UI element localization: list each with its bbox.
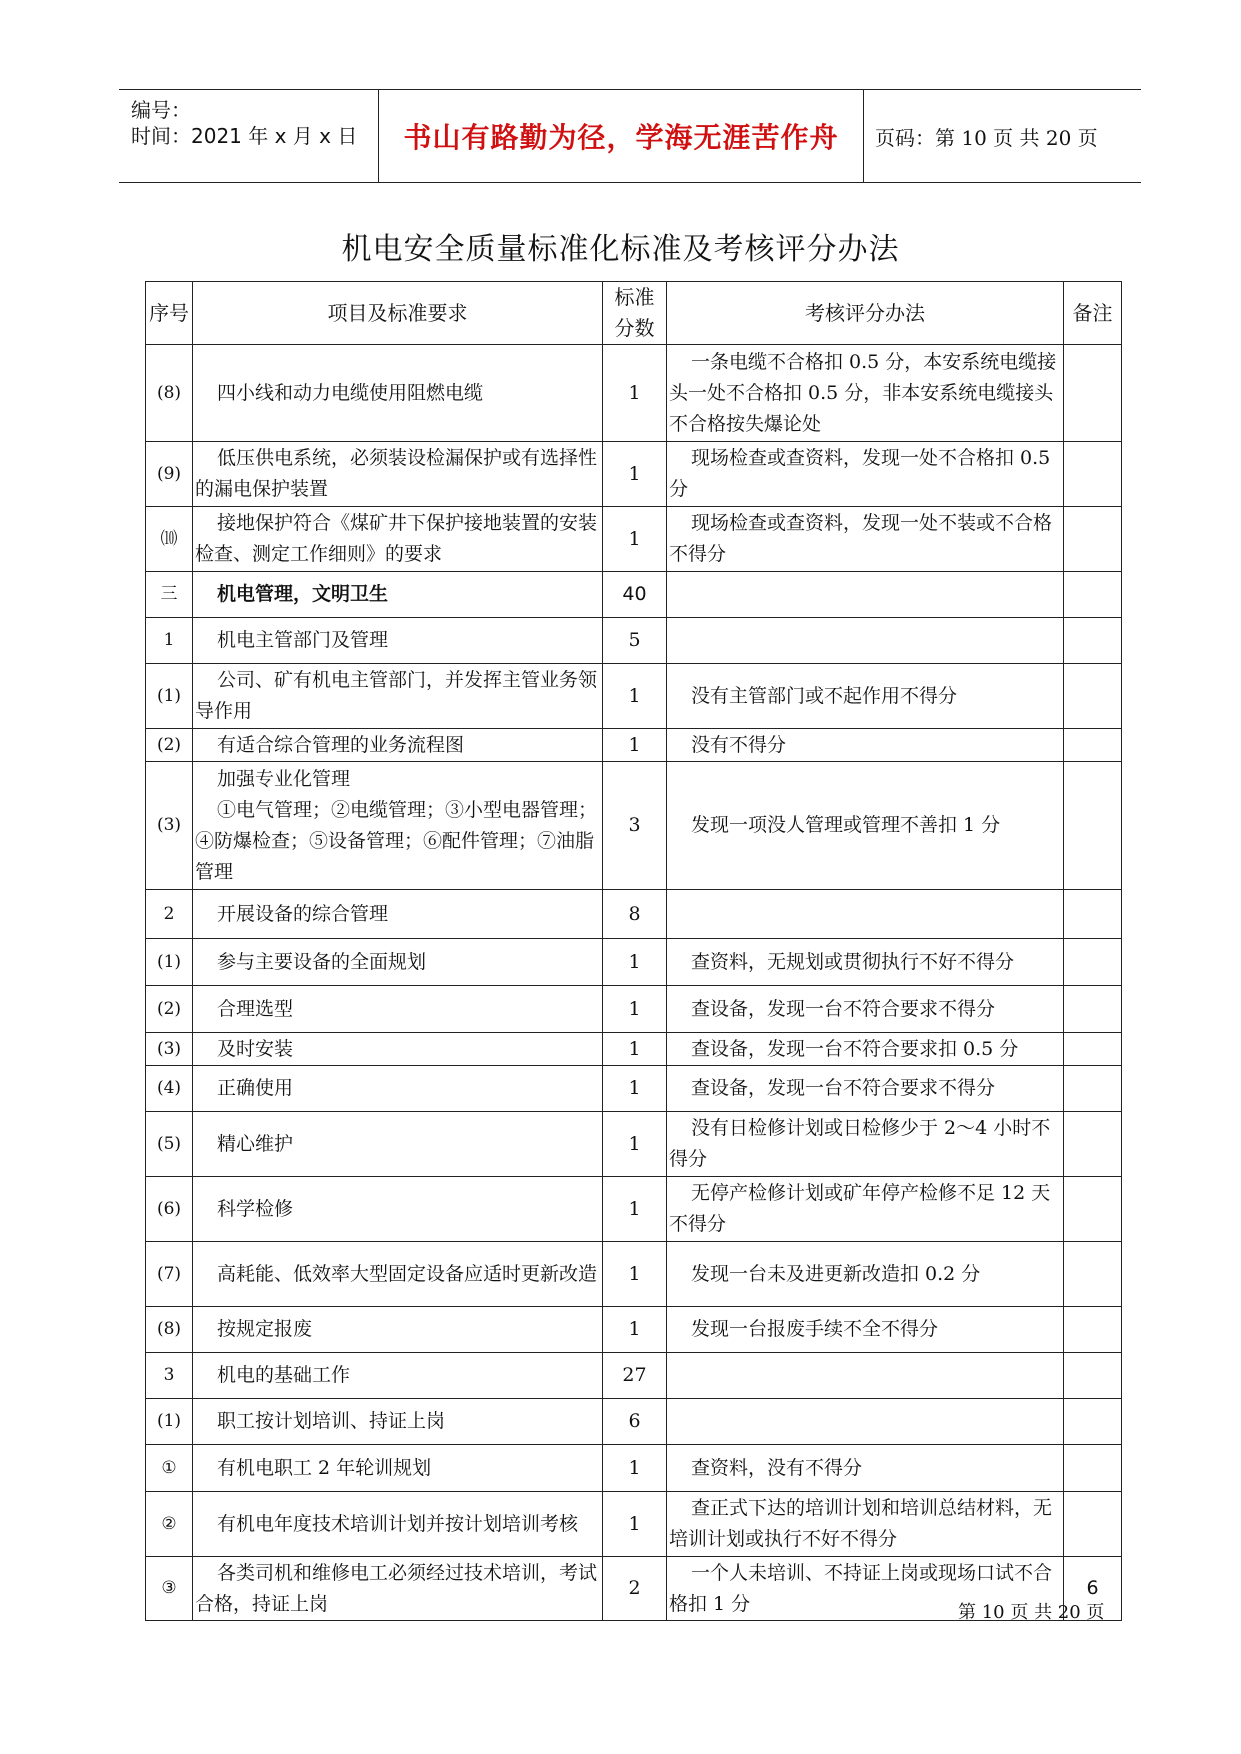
table-row: [146, 939, 1122, 986]
table-row: [146, 1445, 1122, 1492]
row-no: (9): [146, 442, 193, 507]
row-score: 1: [603, 664, 667, 729]
table-row: [146, 890, 1122, 939]
table-row: [146, 1242, 1122, 1307]
row-score: 1: [603, 1307, 667, 1353]
row-item: 正确使用: [193, 1066, 603, 1112]
table-row: [146, 442, 1122, 507]
row-no: (8): [146, 345, 193, 442]
row-method: [667, 890, 1064, 939]
row-no: (1): [146, 1399, 193, 1445]
row-score: 1: [603, 1033, 667, 1066]
row-remark: [1064, 1399, 1122, 1445]
row-item: 合理选型: [193, 986, 603, 1033]
col-header-no: 序号: [146, 282, 193, 345]
row-score: 5: [603, 618, 667, 664]
row-remark: [1064, 442, 1122, 507]
row-score: 8: [603, 890, 667, 939]
header-meta: [119, 90, 378, 182]
row-score: 1: [603, 507, 667, 572]
page-header: [119, 89, 1141, 183]
row-no: (4): [146, 1066, 193, 1112]
table-header-row: [146, 282, 1122, 345]
row-item: 及时安装: [193, 1033, 603, 1066]
row-no: ⑽: [146, 507, 193, 572]
row-remark: [1064, 762, 1122, 890]
col-header-method: 考核评分办法: [667, 282, 1064, 345]
row-score: 27: [603, 1353, 667, 1399]
table-row: [146, 986, 1122, 1033]
table-row: [146, 1492, 1122, 1557]
row-remark: [1064, 939, 1122, 986]
page-footer: 第 10 页 共 20 页: [958, 1602, 1105, 1623]
row-item: 职工按计划培训、持证上岗: [193, 1399, 603, 1445]
row-score: 1: [603, 442, 667, 507]
row-remark: [1064, 1307, 1122, 1353]
row-no: (2): [146, 986, 193, 1033]
row-remark: [1064, 729, 1122, 762]
row-remark: [1064, 664, 1122, 729]
row-score: 1: [603, 729, 667, 762]
table-row: [146, 1033, 1122, 1066]
table-row: [146, 345, 1122, 442]
row-method: 查资料，无规划或贯彻执行不好不得分: [667, 939, 1064, 986]
row-item: 接地保护符合《煤矿井下保护接地装置的安装检查、测定工作细则》的要求: [193, 507, 603, 572]
row-item: 加强专业化管理: [217, 767, 351, 790]
row-no: (1): [146, 939, 193, 986]
row-method: 查设备，发现一台不符合要求不得分: [667, 986, 1064, 1033]
row-method: 查正式下达的培训计划和培训总结材料，无培训计划或执行不好不得分: [667, 1492, 1064, 1557]
row-remark: [1064, 1112, 1122, 1177]
row-score: 3: [603, 762, 667, 890]
row-item: 参与主要设备的全面规划: [193, 939, 603, 986]
doc-number-label: 编号：: [131, 98, 191, 122]
row-method: 无停产检修计划或矿年停产检修不足 12 天不得分: [667, 1177, 1064, 1242]
row-no: ②: [146, 1492, 193, 1557]
row-no: (7): [146, 1242, 193, 1307]
table-row: [146, 729, 1122, 762]
row-score: 1: [603, 939, 667, 986]
header-page-cell: [863, 90, 1141, 182]
row-item: 各类司机和维修电工必须经过技术培训，考试合格，持证上岗: [193, 1557, 603, 1621]
row-item: 公司、矿有机电主管部门，并发挥主管业务领导作用: [193, 664, 603, 729]
table-row: [146, 1177, 1122, 1242]
row-item-detail: ①电气管理；②电缆管理；③小型电器管理；④防爆检查；⑤设备管理；⑥配件管理；⑦油脂管理: [195, 798, 598, 883]
row-remark: [1064, 507, 1122, 572]
row-remark: [1064, 618, 1122, 664]
header-page-info: 页码：第 10 页 共 20 页: [875, 125, 1098, 150]
row-method: 发现一项没人管理或管理不善扣 1 分: [667, 762, 1064, 890]
row-score: 1: [603, 1112, 667, 1177]
row-method: 查设备，发现一台不符合要求扣 0.5 分: [667, 1033, 1064, 1066]
motto-text: 书山有路勤为径，学海无涯苦作舟: [403, 121, 839, 154]
header-motto-cell: [378, 90, 864, 182]
row-remark: [1064, 890, 1122, 939]
table-row: [146, 1112, 1122, 1177]
row-method: [667, 572, 1064, 618]
row-item: 高耗能、低效率大型固定设备应适时更新改造: [193, 1242, 603, 1307]
table-row: [146, 1353, 1122, 1399]
row-item: 有适合综合管理的业务流程图: [193, 729, 603, 762]
row-item: 四小线和动力电缆使用阻燃电缆: [193, 345, 603, 442]
row-method: 一条电缆不合格扣 0.5 分，本安系统电缆接头一处不合格扣 0.5 分，非本安系统电缆接头不合格按失爆论处: [667, 345, 1064, 442]
row-item: 机电的基础工作: [193, 1353, 603, 1399]
row-remark: [1064, 1066, 1122, 1112]
row-no: (5): [146, 1112, 193, 1177]
table-row: [146, 618, 1122, 664]
row-method: 没有不得分: [667, 729, 1064, 762]
row-method: [667, 1399, 1064, 1445]
row-method: [667, 618, 1064, 664]
row-no: 3: [146, 1353, 193, 1399]
row-method: [667, 1353, 1064, 1399]
row-item-cell: [193, 762, 603, 890]
document-title: 机电安全质量标准化标准及考核评分办法: [341, 232, 900, 267]
row-score: 6: [603, 1399, 667, 1445]
row-method: 现场检查或查资料，发现一处不装或不合格不得分: [667, 507, 1064, 572]
row-no: 1: [146, 618, 193, 664]
row-no: (8): [146, 1307, 193, 1353]
row-remark: [1064, 1033, 1122, 1066]
row-item: 开展设备的综合管理: [193, 890, 603, 939]
row-score: 1: [603, 345, 667, 442]
row-method: 查资料，没有不得分: [667, 1445, 1064, 1492]
row-remark: [1064, 1445, 1122, 1492]
row-method: 发现一台报废手续不全不得分: [667, 1307, 1064, 1353]
row-method: 查设备，发现一台不符合要求不得分: [667, 1066, 1064, 1112]
table-row: [146, 664, 1122, 729]
row-score: 1: [603, 1242, 667, 1307]
row-item: 低压供电系统，必须装设检漏保护或有选择性的漏电保护装置: [193, 442, 603, 507]
row-remark: [1064, 1353, 1122, 1399]
table-row: [146, 572, 1122, 618]
row-score: 1: [603, 986, 667, 1033]
row-score: 1: [603, 1066, 667, 1112]
col-header-remark: 备注: [1064, 282, 1122, 345]
row-remark: 6: [1064, 1557, 1122, 1621]
row-item: 机电主管部门及管理: [193, 618, 603, 664]
row-item: 按规定报废: [193, 1307, 603, 1353]
row-no: 三: [146, 572, 193, 618]
row-item: 有机电职工 2 年轮训规划: [193, 1445, 603, 1492]
doc-time-label: 时间：2021 年 x 月 x 日: [131, 124, 358, 148]
row-score: 1: [603, 1177, 667, 1242]
row-remark: [1064, 1177, 1122, 1242]
row-no: (3): [146, 1033, 193, 1066]
table-row: [146, 1399, 1122, 1445]
row-remark: [1064, 345, 1122, 442]
table-row: [146, 1307, 1122, 1353]
row-score: 2: [603, 1557, 667, 1621]
row-no: (6): [146, 1177, 193, 1242]
row-no: 2: [146, 890, 193, 939]
row-no: (2): [146, 729, 193, 762]
row-item: 科学检修: [193, 1177, 603, 1242]
row-method: 没有日检修计划或日检修少于 2～4 小时不得分: [667, 1112, 1064, 1177]
row-method: 没有主管部门或不起作用不得分: [667, 664, 1064, 729]
row-remark: [1064, 1242, 1122, 1307]
row-remark: [1064, 1492, 1122, 1557]
row-score: 40: [603, 572, 667, 618]
row-method: 发现一台未及进更新改造扣 0.2 分: [667, 1242, 1064, 1307]
col-header-item: 项目及标准要求: [193, 282, 603, 345]
row-no: ①: [146, 1445, 193, 1492]
row-score: 1: [603, 1492, 667, 1557]
table-row: [146, 762, 1122, 890]
row-item: 精心维护: [193, 1112, 603, 1177]
row-remark: [1064, 986, 1122, 1033]
col-header-score: 标准分数: [603, 282, 667, 345]
table-row: [146, 1066, 1122, 1112]
row-remark: [1064, 572, 1122, 618]
row-score: 1: [603, 1445, 667, 1492]
row-item: 机电管理，文明卫生: [193, 572, 603, 618]
row-no: ③: [146, 1557, 193, 1621]
scoring-table: [145, 281, 1122, 1621]
table-row: [146, 507, 1122, 572]
row-method: 现场检查或查资料，发现一处不合格扣 0.5 分: [667, 442, 1064, 507]
row-no: (3): [146, 762, 193, 890]
row-no: (1): [146, 664, 193, 729]
row-item: 有机电年度技术培训计划并按计划培训考核: [193, 1492, 603, 1557]
row-method: 一个人未培训、不持证上岗或现场口试不合格扣 1 分: [667, 1557, 1064, 1621]
